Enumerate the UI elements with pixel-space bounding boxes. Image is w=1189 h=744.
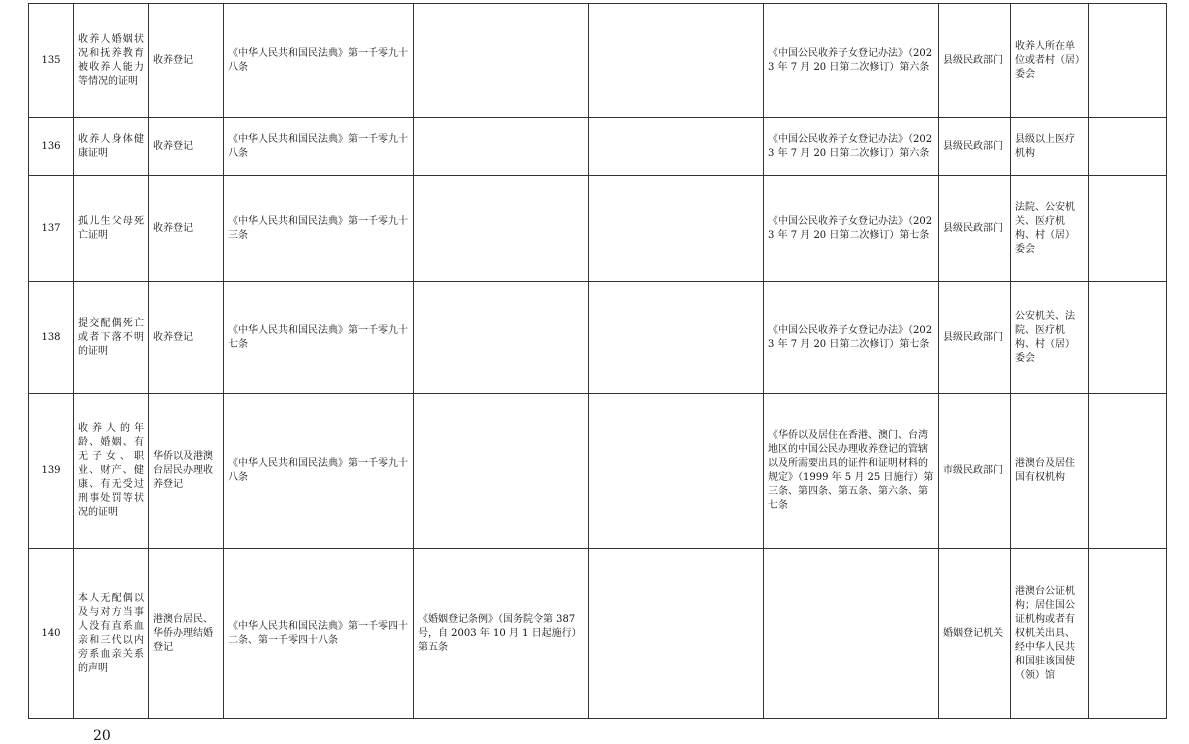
table-row (29, 118, 1167, 176)
handling-authority: 县级民政部门 (939, 282, 1011, 394)
remarks (1089, 118, 1167, 176)
local-rule-basis (589, 4, 764, 118)
remarks (1089, 394, 1167, 549)
law-basis: 《中华人民共和国民法典》第一千零九十三条 (224, 176, 414, 282)
table-row (29, 176, 1167, 282)
materials-table (28, 3, 1167, 719)
regulation-basis (414, 394, 589, 549)
remarks (1089, 4, 1167, 118)
department-rule-basis: 《中国公民收养子女登记办法》（2023 年 7 月 20 日第二次修订）第七条 (764, 176, 939, 282)
row-number: 137 (29, 176, 74, 282)
department-rule-basis: 《华侨以及居住在香港、澳门、台湾地区的中国公民办理收养登记的管辖以及所需要出具的证件和证明材料的规定》（1999 年 5 月 25 日施行）第三条、第四条、第五条、第六条、第七条 (764, 394, 939, 549)
regulation-basis (414, 176, 589, 282)
material-name: 提交配偶死亡或者下落不明的证明 (74, 282, 149, 394)
service-item: 收养登记 (149, 282, 224, 394)
regulation-basis (414, 282, 589, 394)
service-item: 收养登记 (149, 4, 224, 118)
department-rule-basis: 《中国公民收养子女登记办法》（2023 年 7 月 20 日第二次修订）第六条 (764, 4, 939, 118)
department-rule-basis (764, 549, 939, 719)
table-row (29, 282, 1167, 394)
material-name: 收养人的年龄、婚姻、有无子女、职业、财产、健康、有无受过刑事处罚等状况的证明 (74, 394, 149, 549)
service-item: 收养登记 (149, 118, 224, 176)
handling-authority: 县级民政部门 (939, 176, 1011, 282)
material-name: 收养人婚姻状况和抚养教育被收养人能力等情况的证明 (74, 4, 149, 118)
issuing-body: 港澳台公证机构；居住国公证机构或者有权机关出具、经中华人民共和国驻该国使（领）馆 (1011, 549, 1089, 719)
service-item: 华侨以及港澳台居民办理收养登记 (149, 394, 224, 549)
local-rule-basis (589, 282, 764, 394)
handling-authority: 市级民政部门 (939, 394, 1011, 549)
local-rule-basis (589, 118, 764, 176)
department-rule-basis: 《中国公民收养子女登记办法》（2023 年 7 月 20 日第二次修订）第七条 (764, 282, 939, 394)
regulation-basis (414, 118, 589, 176)
issuing-body: 县级以上医疗机构 (1011, 118, 1089, 176)
law-basis: 《中华人民共和国民法典》第一千零九十八条 (224, 4, 414, 118)
material-name: 本人无配偶以及与对方当事人没有直系血亲和三代以内旁系血亲关系的声明 (74, 549, 149, 719)
handling-authority: 县级民政部门 (939, 4, 1011, 118)
law-basis: 《中华人民共和国民法典》第一千零九十八条 (224, 394, 414, 549)
regulation-basis: 《婚姻登记条例》（国务院令第 387 号，自 2003 年 10 月 1 日起施行）第五条 (414, 549, 589, 719)
law-basis: 《中华人民共和国民法典》第一千零九十七条 (224, 282, 414, 394)
service-item: 收养登记 (149, 176, 224, 282)
remarks (1089, 282, 1167, 394)
service-item: 港澳台居民、华侨办理结婚登记 (149, 549, 224, 719)
handling-authority: 婚姻登记机关 (939, 549, 1011, 719)
table-row (29, 394, 1167, 549)
row-number: 136 (29, 118, 74, 176)
issuing-body: 港澳台及居住国有权机构 (1011, 394, 1089, 549)
page-number: 20 (93, 728, 111, 744)
row-number: 140 (29, 549, 74, 719)
remarks (1089, 176, 1167, 282)
law-basis: 《中华人民共和国民法典》第一千零四十二条、第一千零四十八条 (224, 549, 414, 719)
table-row (29, 549, 1167, 719)
issuing-body: 法院、公安机关、医疗机构、村（居）委会 (1011, 176, 1089, 282)
row-number: 139 (29, 394, 74, 549)
remarks (1089, 549, 1167, 719)
material-name: 孤儿生父母死亡证明 (74, 176, 149, 282)
department-rule-basis: 《中国公民收养子女登记办法》（2023 年 7 月 20 日第二次修订）第六条 (764, 118, 939, 176)
law-basis: 《中华人民共和国民法典》第一千零九十八条 (224, 118, 414, 176)
handling-authority: 县级民政部门 (939, 118, 1011, 176)
local-rule-basis (589, 176, 764, 282)
issuing-body: 公安机关、法院、医疗机构、村（居）委会 (1011, 282, 1089, 394)
issuing-body: 收养人所在单位或者村（居）委会 (1011, 4, 1089, 118)
local-rule-basis (589, 549, 764, 719)
local-rule-basis (589, 394, 764, 549)
row-number: 135 (29, 4, 74, 118)
table-row (29, 4, 1167, 118)
material-name: 收养人身体健康证明 (74, 118, 149, 176)
row-number: 138 (29, 282, 74, 394)
regulation-basis (414, 4, 589, 118)
